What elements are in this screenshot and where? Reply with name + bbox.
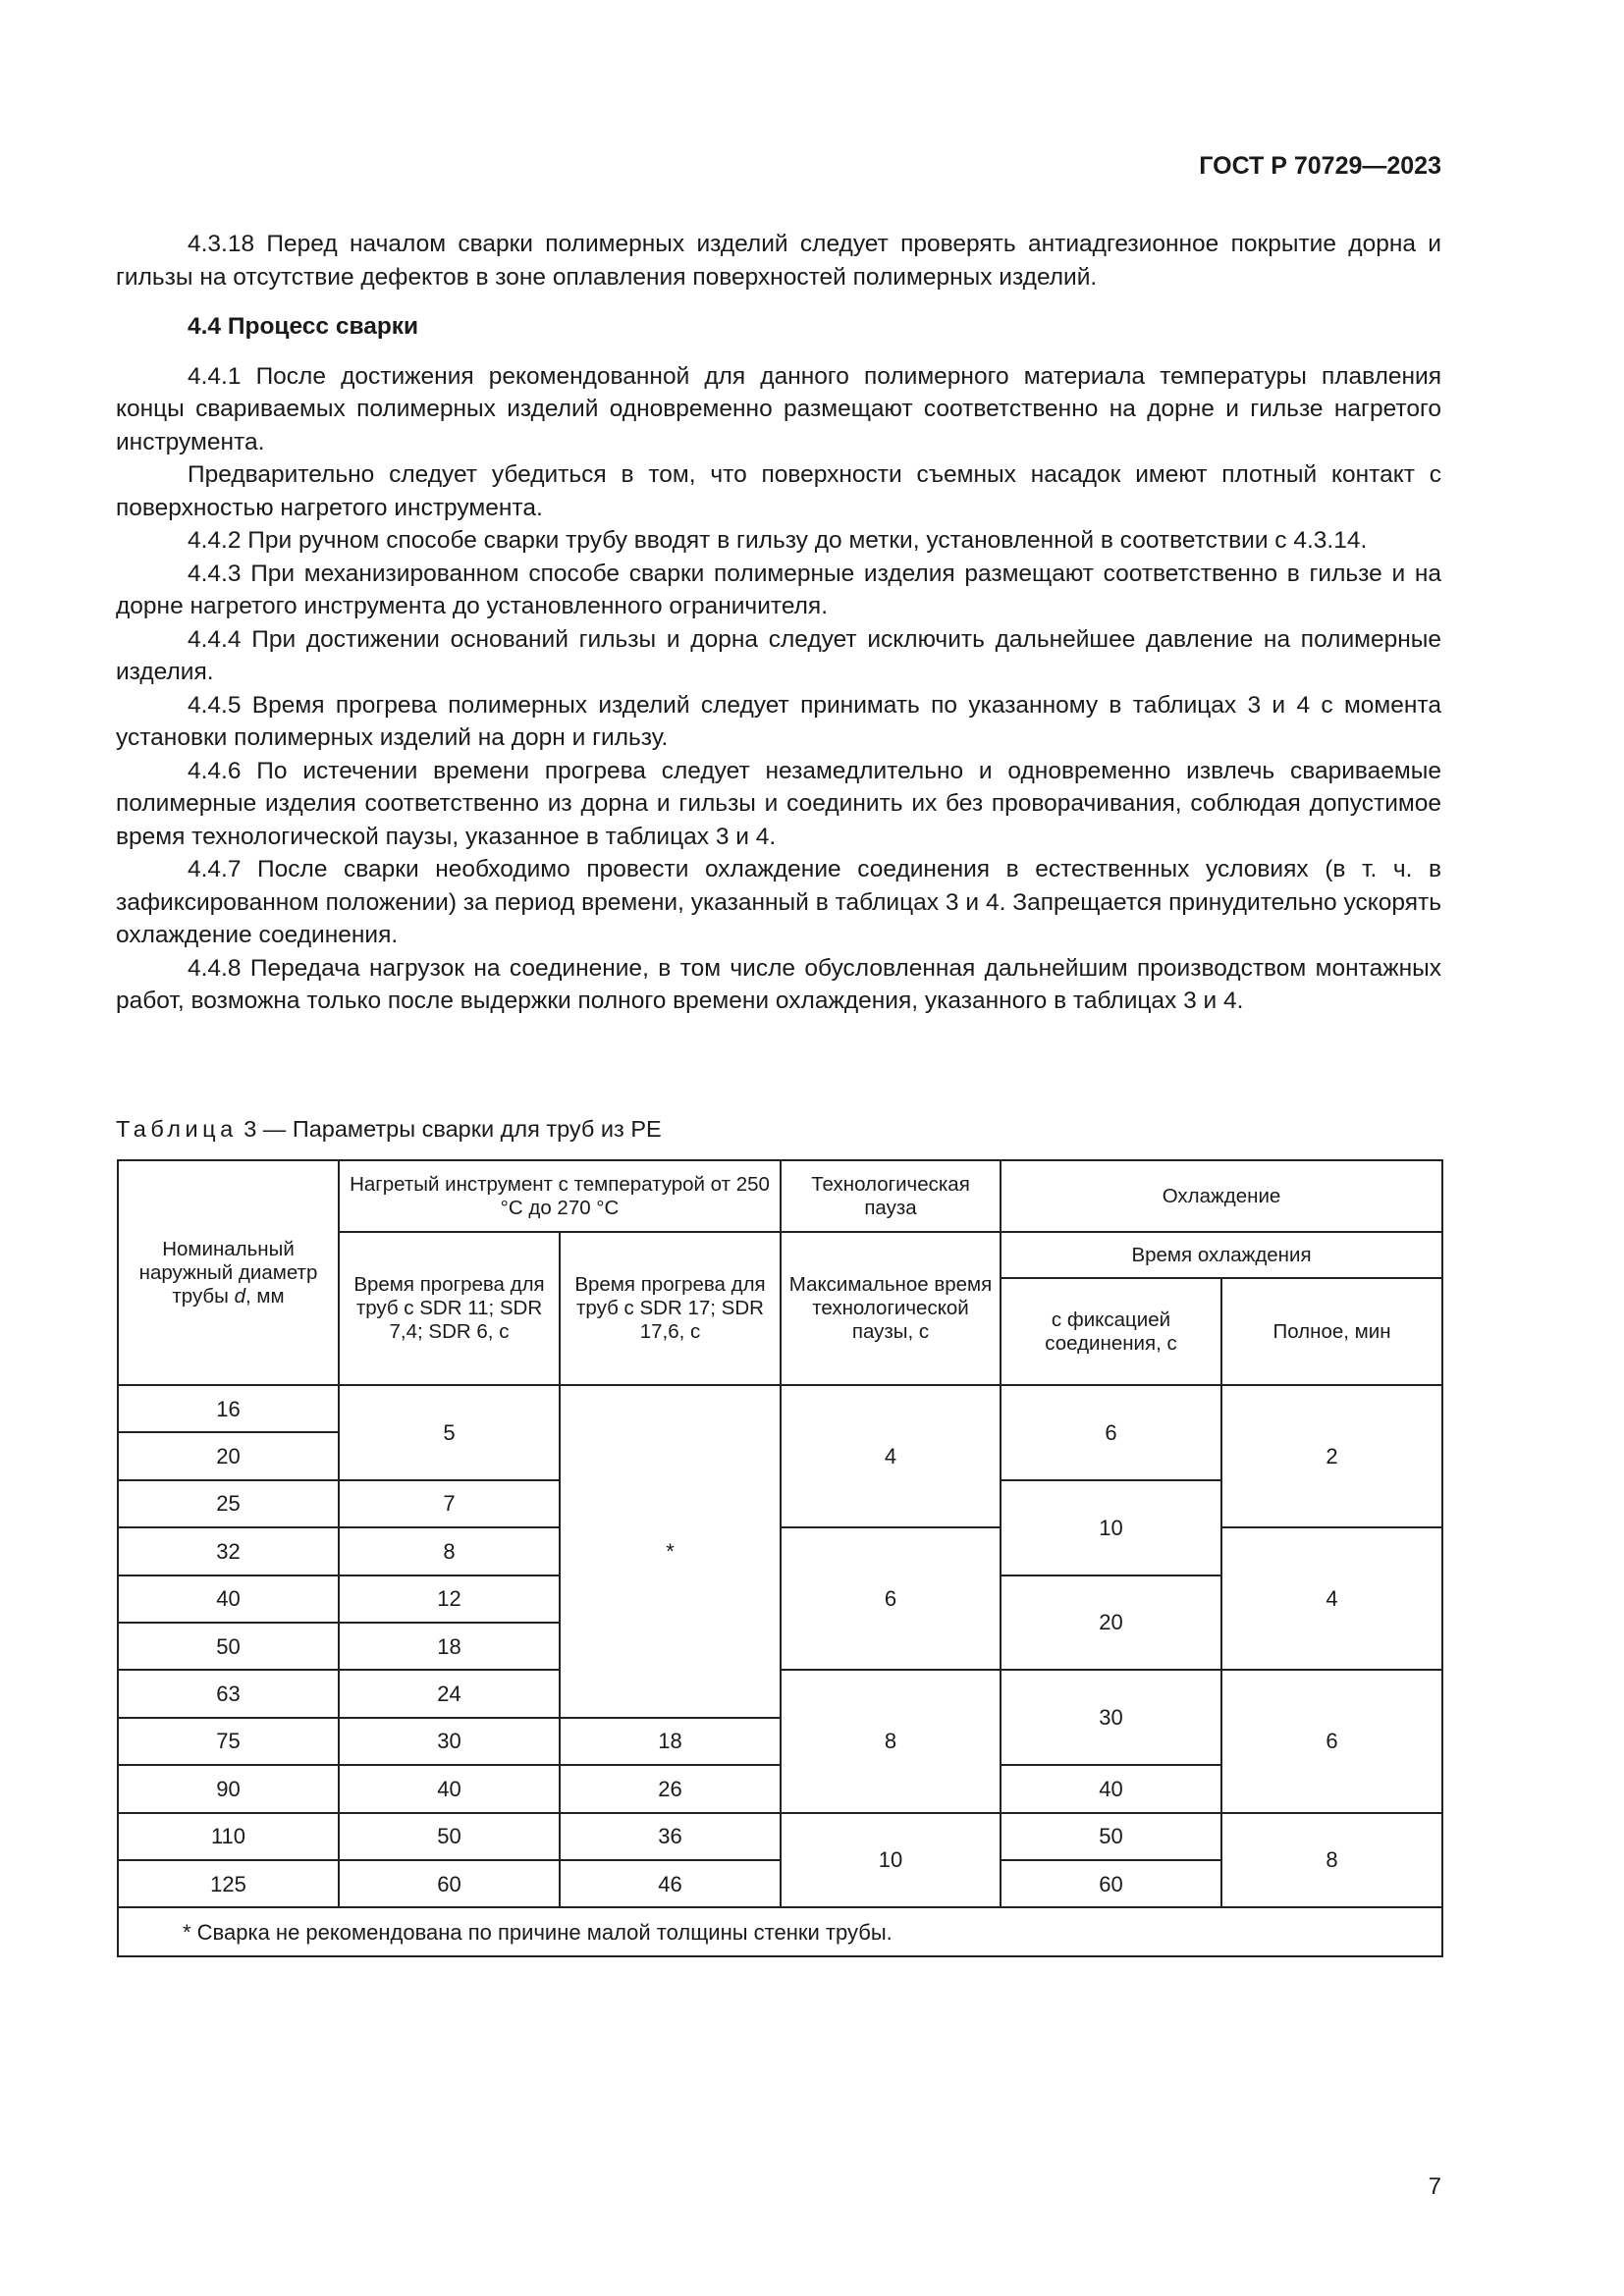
body-text xyxy=(116,228,1441,1018)
diameter-cell: 50 xyxy=(118,1623,339,1670)
paragraph-4-4-1: 4.4.1 После достижения рекомендованной для данного полимерного материала температуры плавления концы свариваемых полимерных изделий одновременно размещают соответственно на дорне и гильзе нагретого инструмента. xyxy=(116,362,1441,455)
cooling-fixed-cell: 10 xyxy=(1001,1480,1221,1575)
cooling-full-cell: 6 xyxy=(1221,1670,1442,1812)
paragraph-4-4-8: 4.4.8 Передача нагрузок на соединение, в том числе обусловленная дальнейшим производством монтажных работ, возможна только после выдержки полного времени охлаждения, указанного в таблицах 3 и 4. xyxy=(116,954,1441,1014)
paragraph-4-4-3: 4.4.3 При механизированном способе сварки полимерные изделия размещают соответственно в гильзе и на дорне нагретого инструмента до установленного ограничителя. xyxy=(116,560,1441,619)
diameter-cell: 110 xyxy=(118,1813,339,1860)
diameter-cell: 90 xyxy=(118,1765,339,1812)
diameter-cell: 40 xyxy=(118,1575,339,1623)
cooling-full-cell: 2 xyxy=(1221,1385,1442,1527)
header-max-pause: Максимальное время технологической паузы, с xyxy=(781,1232,1001,1385)
welding-parameters-table xyxy=(117,1159,1443,1957)
header-heat-sdr17: Время прогрева для труб с SDR 17; SDR 17,6, с xyxy=(560,1232,781,1385)
cooling-fixed-cell: 6 xyxy=(1001,1385,1221,1480)
max-pause-cell: 8 xyxy=(781,1670,1001,1812)
header-heated-tool: Нагретый инструмент с температурой от 250 °С до 270 °С xyxy=(339,1160,781,1232)
heat-sdr11-cell: 60 xyxy=(339,1860,560,1907)
cooling-fixed-cell: 60 xyxy=(1001,1860,1221,1907)
table-footnote: * Сварка не рекомендована по причине малой толщины стенки трубы. xyxy=(118,1907,1442,1956)
heat-sdr11-cell: 18 xyxy=(339,1623,560,1670)
header-cooling-fixed: с фиксацией соединения, с xyxy=(1001,1278,1221,1385)
paragraph-4-4-4: 4.4.4 При достижении оснований гильзы и дорна следует исключить дальнейшее давление на полимерные изделия. xyxy=(116,625,1441,685)
header-nominal-diameter: Номинальный наружный диаметр трубы d, мм xyxy=(118,1160,339,1385)
heat-sdr11-cell: 30 xyxy=(339,1718,560,1765)
table-caption-title: 3 — Параметры сварки для труб из PE xyxy=(244,1116,662,1142)
heat-sdr17-cell: 36 xyxy=(560,1813,781,1860)
cooling-full-cell: 4 xyxy=(1221,1527,1442,1670)
table-caption-label: Таблица xyxy=(116,1116,238,1142)
heat-sdr11-cell: 8 xyxy=(339,1527,560,1575)
heat-sdr11-cell: 5 xyxy=(339,1385,560,1480)
heat-sdr11-cell: 12 xyxy=(339,1575,560,1623)
diameter-cell: 16 xyxy=(118,1385,339,1432)
diameter-cell: 25 xyxy=(118,1480,339,1527)
section-title: 4.4 Процесс сварки xyxy=(188,313,419,340)
header-tech-pause: Технологическая пауза xyxy=(781,1160,1001,1232)
table-caption xyxy=(116,1116,662,1143)
paragraph-4-3-18: 4.3.18 Перед началом сварки полимерных изделий следует проверять антиадгезионное покрытие дорна и гильзы на отсутствие дефектов в зоне оплавления поверхностей полимерных изделий. xyxy=(116,231,1441,291)
cooling-fixed-cell: 50 xyxy=(1001,1813,1221,1860)
heat-sdr11-cell: 40 xyxy=(339,1765,560,1812)
cooling-fixed-cell: 20 xyxy=(1001,1575,1221,1671)
header-cooling-time: Время охлаждения xyxy=(1001,1232,1442,1278)
heat-sdr11-cell: 7 xyxy=(339,1480,560,1527)
heat-sdr17-cell: * xyxy=(560,1385,781,1718)
paragraph-4-4-5: 4.4.5 Время прогрева полимерных изделий следует принимать по указанному в таблицах 3 и 4 с момента установки полимерных изделий на дорн и гильзу. xyxy=(116,691,1441,751)
heat-sdr11-cell: 50 xyxy=(339,1813,560,1860)
header-heat-sdr11: Время прогрева для труб с SDR 11; SDR 7,4; SDR 6, с xyxy=(339,1232,560,1385)
diameter-cell: 63 xyxy=(118,1670,339,1717)
heat-sdr11-cell: 24 xyxy=(339,1670,560,1717)
heat-sdr17-cell: 26 xyxy=(560,1765,781,1812)
max-pause-cell: 4 xyxy=(781,1385,1001,1527)
document-code: ГОСТ Р 70729—2023 xyxy=(1199,152,1441,180)
diameter-cell: 20 xyxy=(118,1432,339,1479)
heat-sdr17-cell: 46 xyxy=(560,1860,781,1907)
diameter-cell: 125 xyxy=(118,1860,339,1907)
header-cooling-full: Полное, мин xyxy=(1221,1278,1442,1385)
heat-sdr17-cell: 18 xyxy=(560,1718,781,1765)
diameter-cell: 32 xyxy=(118,1527,339,1575)
paragraph-4-4-2: 4.4.2 При ручном способе сварки трубу вводят в гильзу до метки, установленной в соответствии с 4.3.14. xyxy=(188,527,1368,554)
cooling-fixed-cell: 40 xyxy=(1001,1765,1221,1812)
cooling-fixed-cell: 30 xyxy=(1001,1670,1221,1765)
cooling-full-cell: 8 xyxy=(1221,1813,1442,1908)
header-cooling: Охлаждение xyxy=(1001,1160,1442,1232)
paragraph-4-4-1-note: Предварительно следует убедиться в том, что поверхности съемных насадок имеют плотный контакт с поверхностью нагретого инструмента. xyxy=(116,461,1441,521)
page-number: 7 xyxy=(1428,2173,1441,2200)
max-pause-cell: 10 xyxy=(781,1813,1001,1908)
paragraph-4-4-7: 4.4.7 После сварки необходимо провести охлаждение соединения в естественных условиях (в т. ч. в зафиксированном положении) за период времени, указанный в таблицах 3 и 4. Запрещается принудительно ускорять охлаждение соединения. xyxy=(116,856,1441,948)
max-pause-cell: 6 xyxy=(781,1527,1001,1670)
diameter-cell: 75 xyxy=(118,1718,339,1765)
paragraph-4-4-6: 4.4.6 По истечении времени прогрева следует незамедлительно и одновременно извлечь свариваемые полимерные изделия соответственно из дорна и гильзы и соединить их без проворачивания, соблюдая допустимое время технологической паузы, указанное в таблицах 3 и 4. xyxy=(116,757,1441,850)
